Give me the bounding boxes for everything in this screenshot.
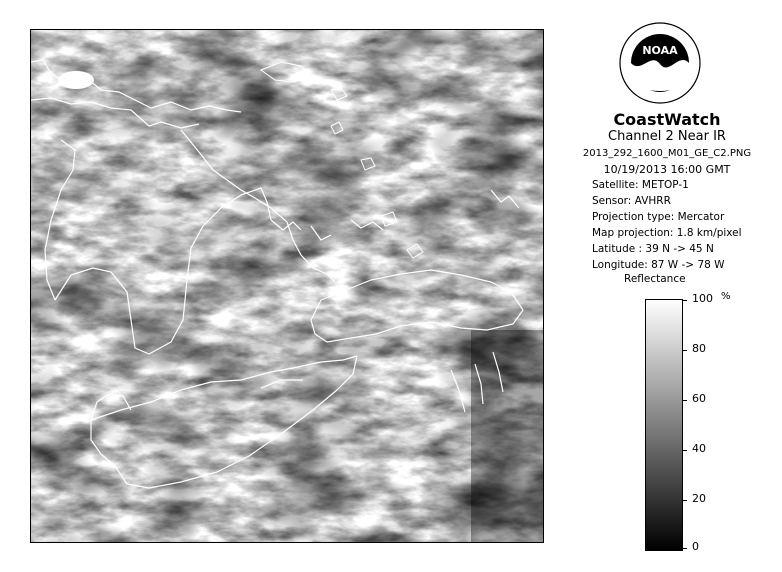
projection-type-label: Projection type: Mercator — [592, 211, 725, 223]
colorbar-tick-label: 60 — [692, 392, 706, 405]
satellite-label: Satellite: METOP-1 — [592, 179, 689, 191]
latitude-label: Latitude : 39 N -> 45 N — [592, 243, 714, 255]
file-name: 2013_292_1600_M01_GE_C2.PNG — [582, 148, 752, 159]
reflectance-colorbar — [645, 299, 683, 551]
colorbar-tick — [682, 548, 687, 549]
product-title: CoastWatch — [613, 110, 721, 129]
channel-subtitle: Channel 2 Near IR — [608, 129, 726, 144]
dark-region-east — [471, 330, 543, 542]
acquisition-datetime: 10/19/2013 16:00 GMT — [603, 163, 731, 176]
satellite-image — [30, 29, 544, 543]
colorbar-tick — [682, 300, 687, 301]
noaa-logo-text: NOAA — [642, 44, 678, 57]
longitude-label: Longitude: 87 W -> 78 W — [592, 259, 725, 271]
colorbar-tick — [682, 450, 687, 451]
colorbar-tick-label: 20 — [692, 492, 706, 505]
satellite-map — [31, 30, 543, 542]
colorbar-tick — [682, 350, 687, 351]
colorbar-tick-label: 0 — [692, 540, 699, 553]
colorbar-tick — [682, 400, 687, 401]
map-projection-label: Map projection: 1.8 km/pixel — [592, 227, 742, 239]
colorbar-tick-label: 100 — [692, 292, 713, 305]
legend-unit: % — [721, 291, 731, 302]
colorbar-tick-label: 40 — [692, 442, 706, 455]
colorbar-tick — [682, 500, 687, 501]
sensor-label: Sensor: AVHRR — [592, 195, 671, 207]
noaa-logo — [619, 22, 701, 104]
legend-title: Reflectance — [624, 273, 686, 285]
colorbar-tick-label: 80 — [692, 342, 706, 355]
